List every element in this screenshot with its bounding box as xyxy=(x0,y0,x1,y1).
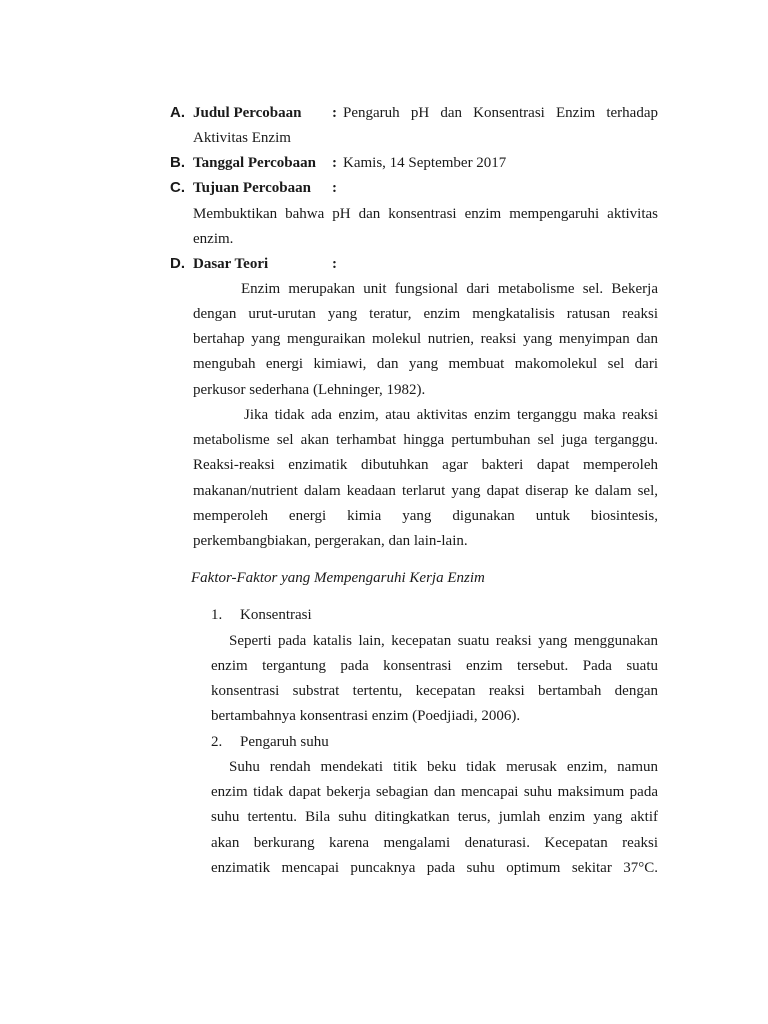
section-heading: Dasar Teori xyxy=(193,256,269,272)
subheading: Faktor-Faktor yang Mempengaruhi Kerja Enzim xyxy=(191,570,485,586)
factor-title: Konsentrasi xyxy=(240,607,312,623)
paragraph2-line: perkembangbiakan, pergerakan, dan lain-lain. xyxy=(193,533,468,549)
paragraph2-line: memperoleh energi kimia yang digunakan untuk biosintesis, xyxy=(193,508,658,524)
section-letter: A. xyxy=(170,104,185,121)
factor-text-line: enzim tidak dapat bekerja sebagian dan mencapai suhu maksimum pada xyxy=(211,784,658,800)
factor-text-line: Suhu rendah mendekati titik beku tidak merusak enzim, namun xyxy=(229,759,658,775)
factor-text-line: bertambahnya konsentrasi enzim (Poedjiadi, 2006). xyxy=(211,708,521,724)
section-letter: D. xyxy=(170,255,185,272)
factor-text-line: Seperti pada katalis lain, kecepatan suatu reaksi yang menggunakan xyxy=(229,633,658,649)
section-heading: Tanggal Percobaan xyxy=(193,155,316,171)
factor-text-line: akan berkurang karena mengalami denaturasi. Kecepatan reaksi xyxy=(211,835,658,851)
factor-text-line: suhu tertentu. Bila suhu ditingkatkan terus, jumlah enzim yang aktif xyxy=(211,809,658,825)
factor-title: Pengaruh suhu xyxy=(240,734,329,750)
section-value: Kamis, 14 September 2017 xyxy=(343,155,507,171)
factor-text-line: enzimatik mencapai puncaknya pada suhu optimum sekitar 37°C. xyxy=(211,860,658,876)
section-a-value-cont: Aktivitas Enzim xyxy=(193,130,291,146)
section-letter: B. xyxy=(170,154,185,171)
paragraph1-line: perkusor sederhana (Lehninger, 1982). xyxy=(193,382,426,398)
section-heading: Judul Percobaan xyxy=(193,105,302,121)
section-colon: : xyxy=(332,105,337,121)
paragraph1-line: dengan urut-urutan yang teratur, enzim mengkatalisis ratusan reaksi xyxy=(193,306,658,322)
factor-number: 1. xyxy=(211,607,223,623)
paragraph1-line: bertahap yang menguraikan molekul nutrien, reaksi yang menyimpan dan xyxy=(193,331,658,347)
paragraph2-line: metabolisme sel akan terhambat hingga pertumbuhan sel juga terganggu. xyxy=(193,432,658,448)
section-c-text-line: enzim. xyxy=(193,231,234,247)
factor-text-line: konsentrasi substrat tertentu, kecepatan reaksi bertambah dengan xyxy=(211,683,658,699)
paragraph2-line: Reaksi-reaksi enzimatik dibutuhkan agar bakteri dapat memperoleh xyxy=(193,457,658,473)
section-colon: : xyxy=(332,180,337,196)
paragraph1-line: mengubah energi kimiawi, dan yang membuat makomolekul sel dari xyxy=(193,356,658,372)
section-colon: : xyxy=(332,155,337,171)
section-c-text-line: Membuktikan bahwa pH dan konsentrasi enzim mempengaruhi aktivitas xyxy=(193,206,658,222)
section-colon: : xyxy=(332,256,337,272)
section-letter: C. xyxy=(170,179,185,196)
paragraph1-line: Enzim merupakan unit fungsional dari metabolisme sel. Bekerja xyxy=(241,281,658,297)
factor-number: 2. xyxy=(211,734,223,750)
section-heading: Tujuan Percobaan xyxy=(193,180,311,196)
factor-text-line: enzim tergantung pada konsentrasi enzim tersebut. Pada suatu xyxy=(211,658,658,674)
paragraph2-line: makanan/nutrient dalam keadaan terlarut yang dapat diserap ke dalam sel, xyxy=(193,483,658,499)
section-value: Pengaruh pH dan Konsentrasi Enzim terhadap xyxy=(343,105,658,121)
paragraph2-line: Jika tidak ada enzim, atau aktivitas enzim terganggu maka reaksi xyxy=(244,407,658,423)
